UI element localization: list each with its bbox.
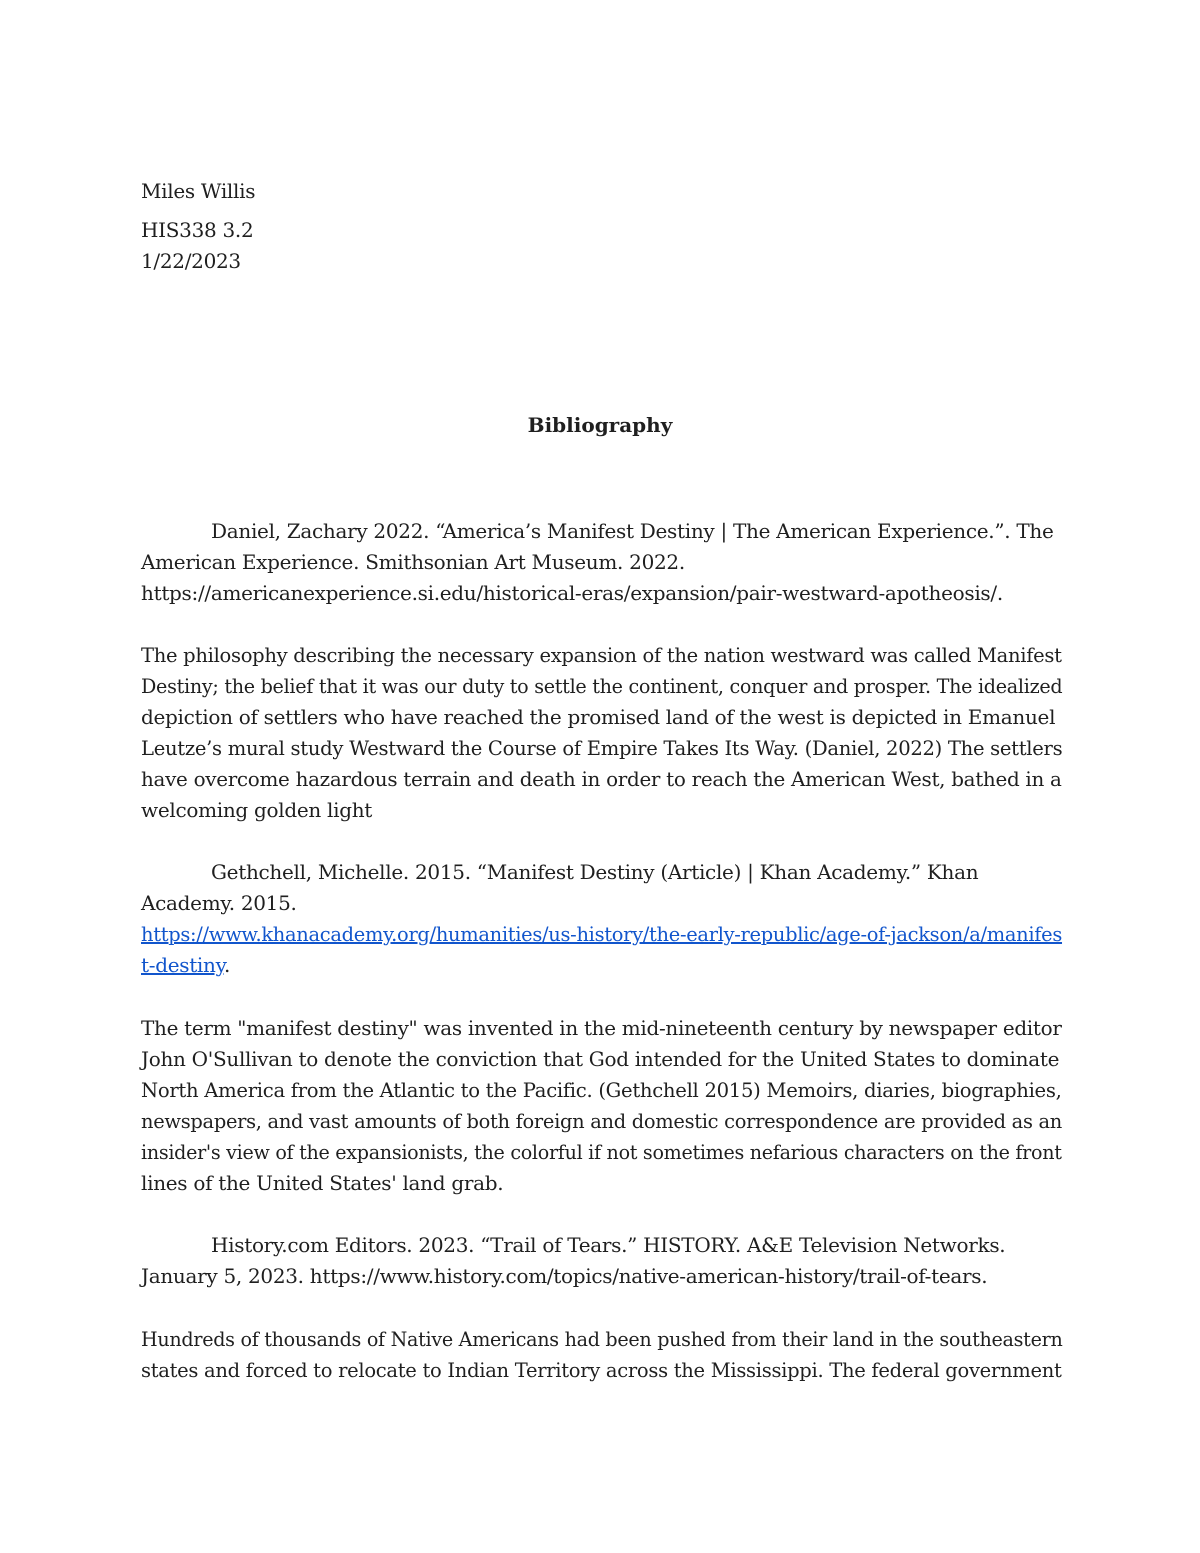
- annotation-line: newspapers, and vast amounts of both foreign and domestic correspondence are provided as an: [141, 1109, 1063, 1133]
- annotation-line: lines of the United States' land grab.: [141, 1171, 504, 1195]
- citation-line: Daniel, Zachary 2022. “America’s Manifest Destiny | The American Experience.”. The: [211, 519, 1054, 543]
- citation-link-line: [141, 950, 230, 981]
- link-suffix: .: [223, 953, 231, 977]
- annotation-line: depiction of settlers who have reached the promised land of the west is depicted in Emanuel: [141, 705, 1056, 729]
- khan-academy-link[interactable]: https://www.khanacademy.org/humanities/us-history/the-early-republic/age-of-jackson/a/manifes: [141, 922, 1063, 946]
- annotation-line: Leutze’s mural study Westward the Course of Empire Takes Its Way. (Daniel, 2022) The settlers: [141, 736, 1063, 760]
- annotation-line: have overcome hazardous terrain and death in order to reach the American West, bathed in a: [141, 767, 1062, 791]
- author-name: Miles Willis: [141, 179, 256, 203]
- citation-link-line: [141, 919, 1062, 950]
- annotation-line: The term "manifest destiny" was invented in the mid-nineteenth century by newspaper editor: [141, 1016, 1062, 1040]
- citation-line: History.com Editors. 2023. “Trail of Tears.” HISTORY. A&E Television Networks.: [211, 1233, 1006, 1257]
- course-code: HIS338 3.2: [141, 218, 254, 242]
- citation-line: https://americanexperience.si.edu/historical-eras/expansion/pair-westward-apotheosis/.: [141, 581, 1003, 605]
- annotation-line: welcoming golden light: [141, 798, 373, 822]
- khan-academy-link-continued[interactable]: t-destiny: [141, 953, 224, 977]
- annotation-line: Hundreds of thousands of Native Americans had been pushed from their land in the southeastern: [141, 1327, 1063, 1351]
- annotation-line: The philosophy describing the necessary expansion of the nation westward was called Manifest: [141, 643, 1062, 667]
- annotation-line: states and forced to relocate to Indian Territory across the Mississippi. The federal government: [141, 1358, 1062, 1382]
- annotation-line: North America from the Atlantic to the Pacific. (Gethchell 2015) Memoirs, diaries, biographies,: [141, 1078, 1062, 1102]
- citation-line: January 5, 2023. https://www.history.com/topics/native-american-history/trail-of-tears.: [141, 1264, 988, 1288]
- citation-line: Gethchell, Michelle. 2015. “Manifest Destiny (Article) | Khan Academy.” Khan: [211, 860, 979, 884]
- citation-line: Academy. 2015.: [141, 891, 297, 915]
- annotation-line: insider's view of the expansionists, the colorful if not sometimes nefarious characters on the front: [141, 1140, 1062, 1164]
- annotation-line: John O'Sullivan to denote the conviction that God intended for the United States to dominate: [141, 1047, 1060, 1071]
- page-title: Bibliography: [527, 413, 673, 437]
- citation-line: American Experience. Smithsonian Art Museum. 2022.: [141, 550, 685, 574]
- annotation-line: Destiny; the belief that it was our duty to settle the continent, conquer and prosper. The idealized: [141, 674, 1063, 698]
- document-date: 1/22/2023: [141, 249, 241, 273]
